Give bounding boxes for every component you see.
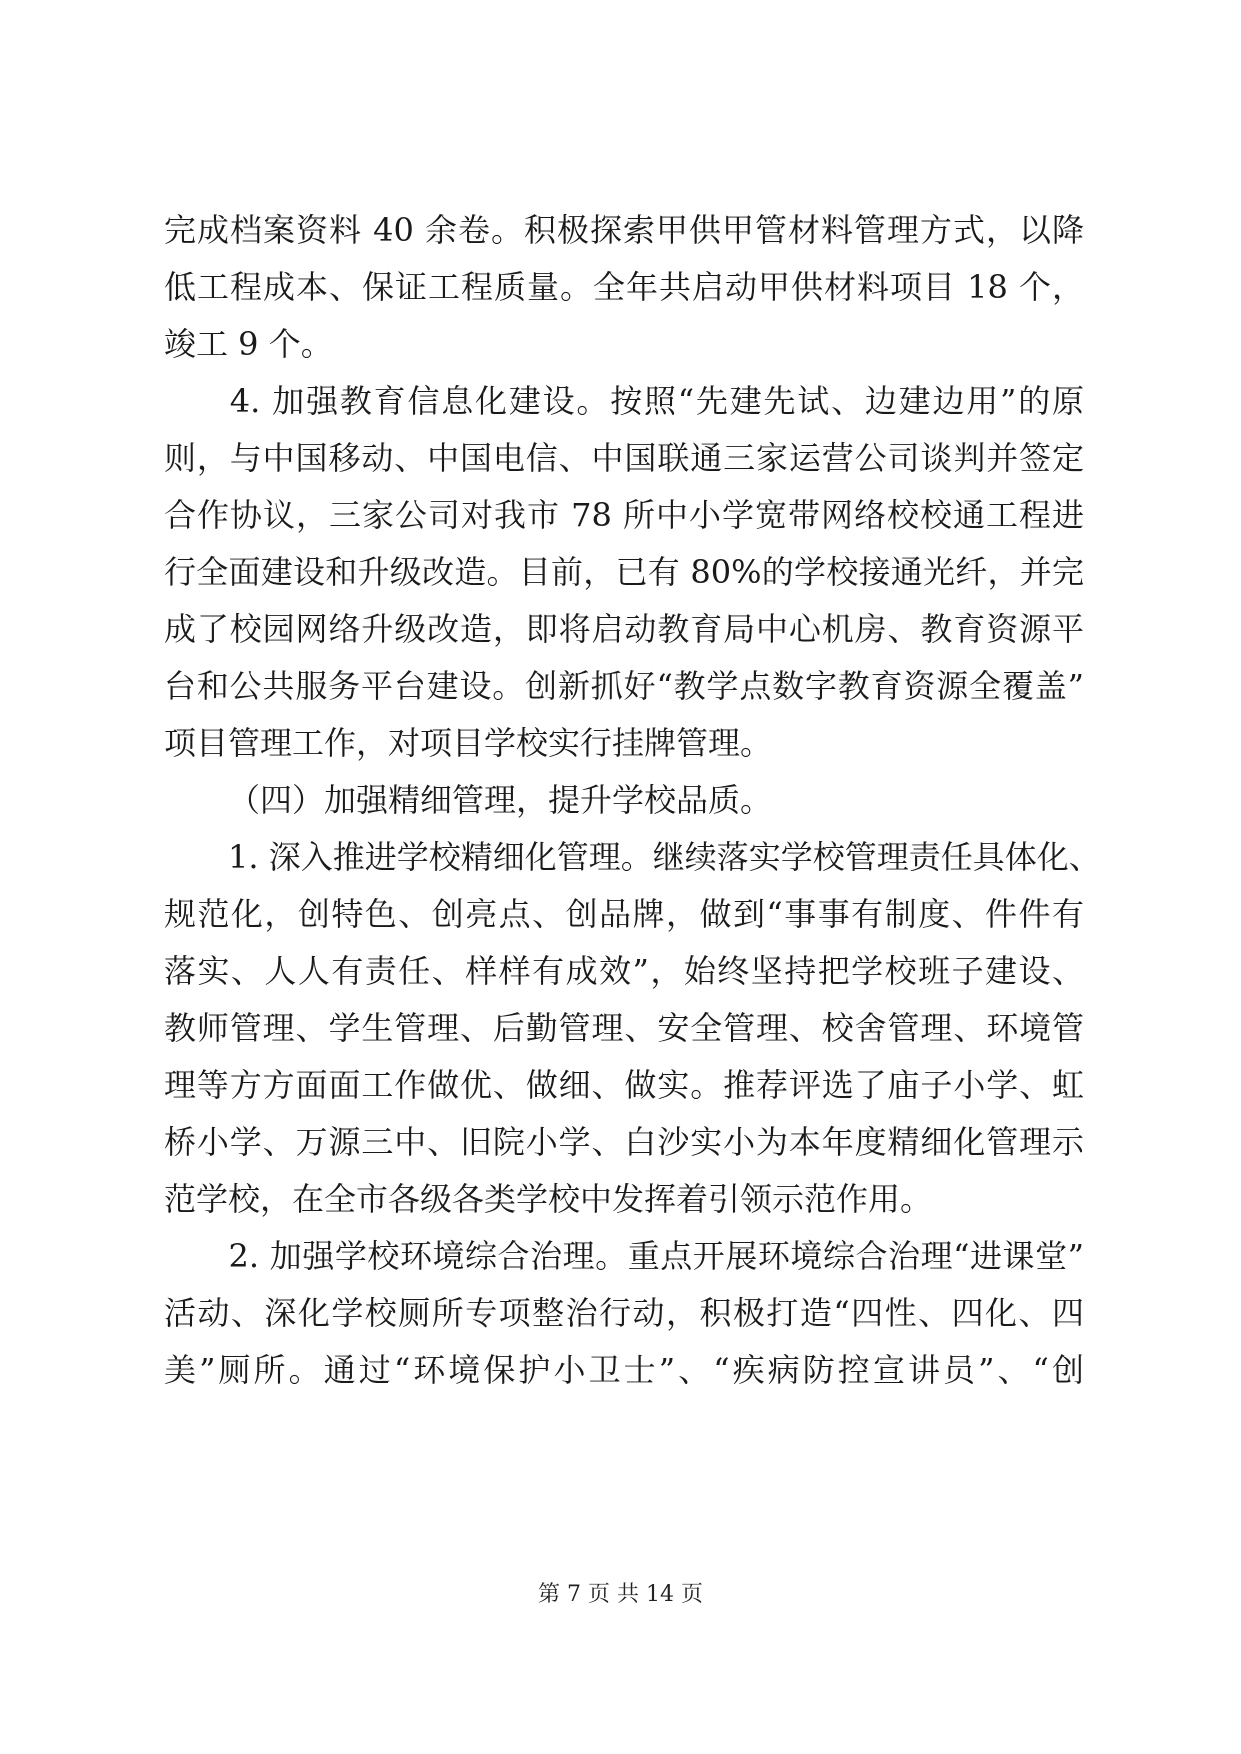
body-line: 低工程成本、保证工程质量。全年共启动甲供材料项目 18 个， <box>164 268 1084 306</box>
body-line: 教师管理、学生管理、后勤管理、安全管理、校舍管理、环境管 <box>164 1009 1084 1047</box>
body-line: 项目管理工作，对项目学校实行挂牌管理。 <box>164 724 773 762</box>
page-number-footer: 第 7 页 共 14 页 <box>538 1582 703 1607</box>
body-line: 美”厕所。通过“环境保护小卫士”、“疾病防控宣讲员”、“创 <box>164 1351 1084 1389</box>
paragraph-start-line: 4. 加强教育信息化建设。按照“先建先试、边建边用”的原 <box>196 382 1084 420</box>
body-line: 桥小学、万源三中、旧院小学、白沙实小为本年度精细化管理示 <box>164 1123 1084 1161</box>
body-line: 落实、人人有责任、样样有成效”，始终坚持把学校班子建设、 <box>164 952 1084 990</box>
paragraph-start-line: 2. 加强学校环境综合治理。重点开展环境综合治理“进课堂” <box>196 1237 1084 1275</box>
body-line: 合作协议，三家公司对我市 78 所中小学宽带网络校校通工程进 <box>164 496 1084 534</box>
body-line: 则，与中国移动、中国电信、中国联通三家运营公司谈判并签定 <box>164 439 1084 477</box>
section-heading: （四）加强精细管理，提升学校品质。 <box>228 781 773 819</box>
body-line: 活动、深化学校厕所专项整治行动，积极打造“四性、四化、四 <box>164 1294 1084 1332</box>
body-line: 理等方方面面工作做优、做细、做实。推荐评选了庙子小学、虹 <box>164 1066 1084 1104</box>
body-line: 台和公共服务平台建设。创新抓好“教学点数字教育资源全覆盖” <box>164 667 1084 705</box>
body-line: 成了校园网络升级改造，即将启动教育局中心机房、教育资源平 <box>164 610 1084 648</box>
body-line: 规范化，创特色、创亮点、创品牌，做到“事事有制度、件件有 <box>164 895 1084 933</box>
body-line: 范学校，在全市各级各类学校中发挥着引领示范作用。 <box>164 1180 933 1218</box>
body-line: 竣工 9 个。 <box>164 325 333 363</box>
body-line: 行全面建设和升级改造。目前，已有 80%的学校接通光纤，并完 <box>164 553 1084 591</box>
body-line: 完成档案资料 40 余卷。积极探索甲供甲管材料管理方式，以降 <box>164 211 1084 249</box>
paragraph-start-line: 1. 深入推进学校精细化管理。继续落实学校管理责任具体化、 <box>196 838 1101 876</box>
